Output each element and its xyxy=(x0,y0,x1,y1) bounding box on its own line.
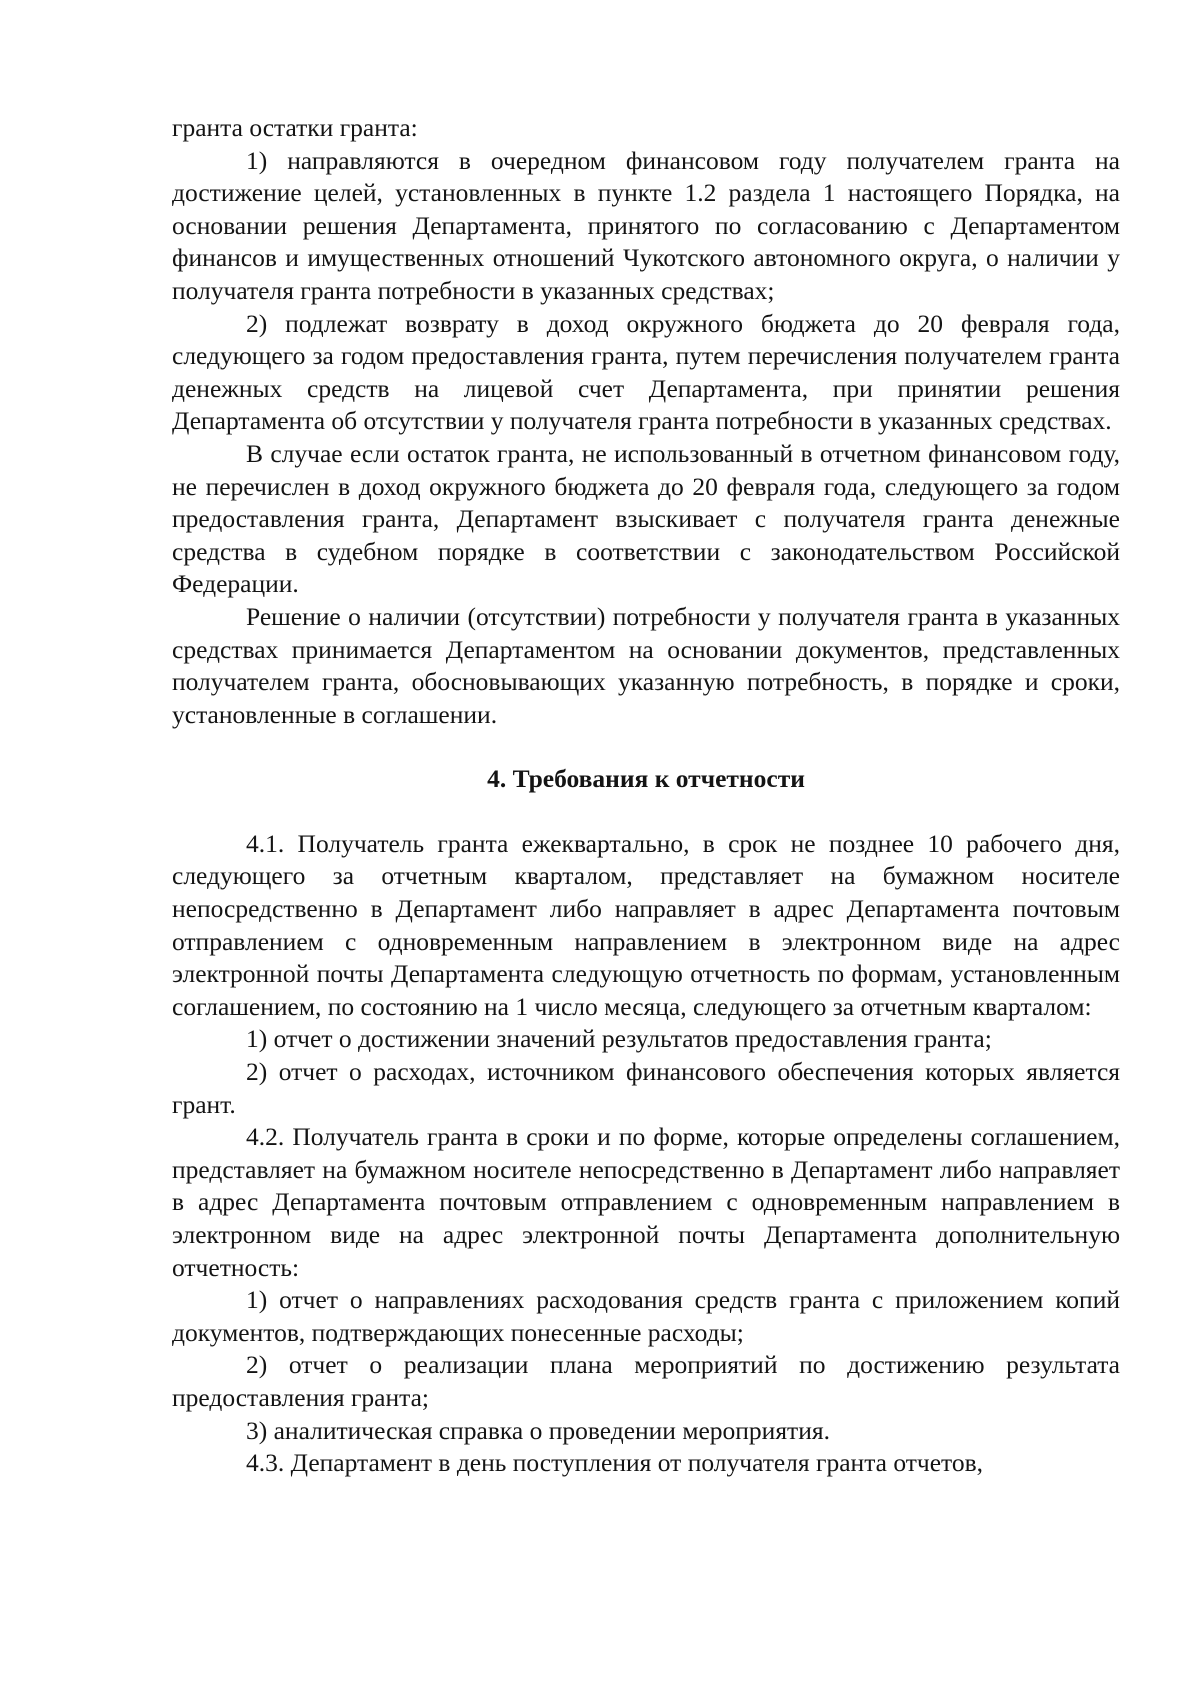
paragraph-continuation: гранта остатки гранта: xyxy=(172,113,418,142)
document-page xyxy=(172,112,1120,1480)
paragraph-4-2-item-1: 1) отчет о направлениях расходования средств гранта с приложением копий документов, подтверждающих понесенные расходы; xyxy=(172,1285,1120,1347)
paragraph-item-1: 1) направляются в очередном финансовом году получателем гранта на достижение целей, установленных в пункте 1.2 раздела 1 настоящего Порядка, на основании решения Департамента, принятого по согласованию с Департаментом финансов и имущественных отношений Чукотского автономного округа, о наличии у получателя гранта потребности в указанных средствах; xyxy=(172,145,1120,305)
section-heading: 4. Требования к отчетности xyxy=(487,764,805,794)
paragraph-4-1-item-1: 1) отчет о достижении значений результатов предоставления гранта; xyxy=(246,1024,992,1054)
paragraph-4-2-item-3: 3) аналитическая справка о проведении мероприятия. xyxy=(246,1415,830,1445)
paragraph-recovery: В случае если остаток гранта, не использованный в отчетном финансовом году, не перечислен в доход окружного бюджета до 20 февраля года, следующего за годом предоставления гранта, Департамент взыскивает с получателя гранта денежные средства в судебном порядке в соответствии с законодательством Российской Федерации. xyxy=(172,438,1120,599)
paragraph-4-1-item-2: 2) отчет о расходах, источником финансового обеспечения которых является грант. xyxy=(172,1057,1120,1119)
paragraph-decision: Решение о наличии (отсутствии) потребности у получателя гранта в указанных средствах принимается Департаментом на основании документов, представленных получателем гранта, обосновывающих указанную потребность, в порядке и сроки, установленные в соглашении. xyxy=(172,601,1120,729)
paragraph-4-1: 4.1. Получатель гранта ежеквартально, в срок не позднее 10 рабочего дня, следующего за отчетным кварталом, представляет на бумажном носителе непосредственно в Департамент либо направляет в адрес Департамента почтовым отправлением с одновременным направлением в электронном виде на адрес электронной почты Департамента следующую отчетность по формам, установленным соглашением, по состоянию на 1 число месяца, следующего за отчетным кварталом: xyxy=(172,828,1120,1021)
paragraph-4-2: 4.2. Получатель гранта в сроки и по форме, которые определены соглашением, представляет на бумажном носителе непосредственно в Департамент либо направляет в адрес Департамента почтовым отправлением с одновременным направлением в электронном виде на адрес электронной почты Департамента дополнительную отчетность: xyxy=(172,1122,1120,1282)
paragraph-item-2: 2) подлежат возврату в доход окружного бюджета до 20 февраля года, следующего за годом предоставления гранта, путем перечисления получателем гранта денежных средств на лицевой счет Департамента, при принятии решения Департамента об отсутствии у получателя гранта потребности в указанных средствах. xyxy=(172,308,1120,436)
paragraph-4-2-item-2: 2) отчет о реализации плана мероприятий по достижению результата предоставления гранта; xyxy=(172,1350,1120,1412)
paragraph-4-3: 4.3. Департамент в день поступления от получателя гранта отчетов, xyxy=(246,1448,984,1478)
